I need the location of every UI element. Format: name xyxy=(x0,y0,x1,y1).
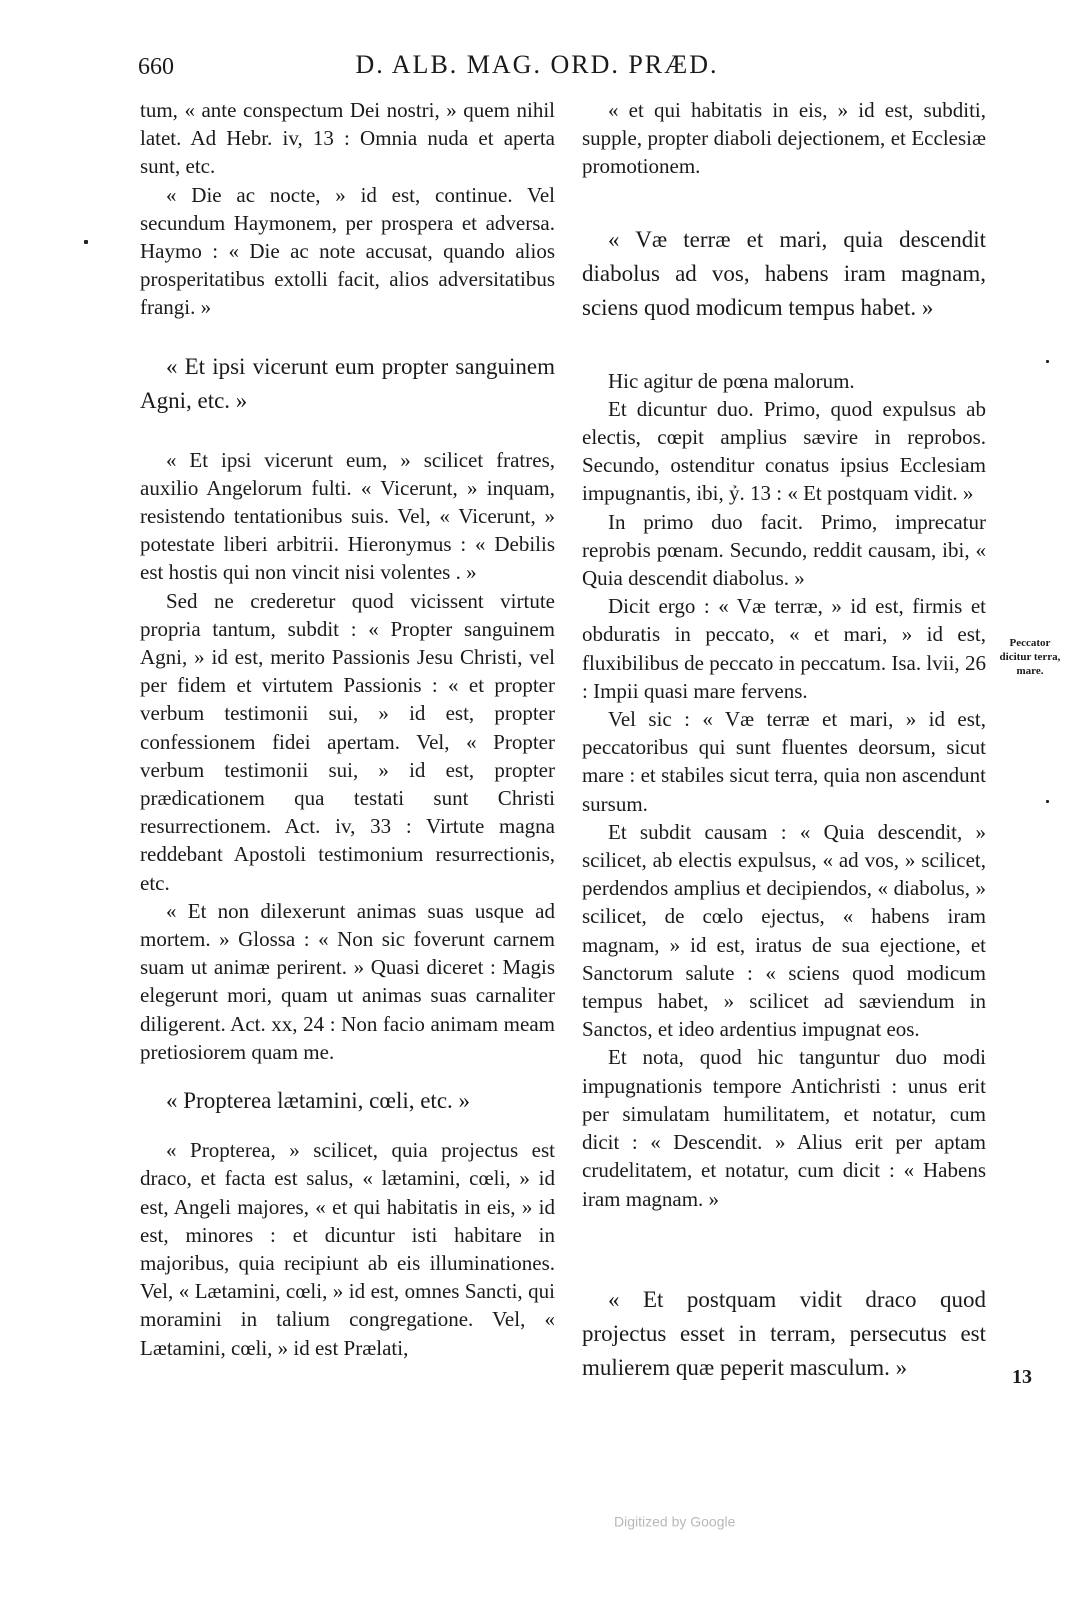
digitized-watermark xyxy=(614,1512,735,1530)
verse-number: 13 xyxy=(1012,1366,1032,1388)
left-column xyxy=(140,96,555,1362)
page-header xyxy=(0,46,1074,86)
margin-note: Peccator dicitur terra, mare. xyxy=(999,637,1061,677)
right-column xyxy=(582,96,986,1385)
ink-speck xyxy=(84,240,88,244)
running-head: D. ALB. MAG. ORD. PRÆD. xyxy=(355,50,719,79)
paragraph: « Et non dilexerunt animas suas usque ad mortem. » Glossa : « Non sic foverunt carnem suam ut animæ perirent. » Quasi diceret : Magis elegerunt mori, quam ut animas suas carnaliter diligerent. Act. xx, 24 : Non facio animam meam pretiosiorem quam me. xyxy=(140,898,555,1064)
ink-speck xyxy=(1046,800,1049,803)
paragraph: Et dicuntur duo. Primo, quod expulsus ab electis, cœpit amplius sævire in reprobos. Secundo, ostenditur conatus ipsius Ecclesiam impugnantis, ibi, ỷ. 13 : « Et postquam vidit. » xyxy=(582,396,986,506)
scripture-quote: « Et postquam vidit draco quod projectus esset in terram, persecutus est mulierem quæ peperit masculum. » xyxy=(582,1286,986,1380)
watermark-text: Digitized by Google xyxy=(614,1513,736,1530)
scripture-quote: « Væ terræ et mari, quia descendit diabolus ad vos, habens iram magnam, sciens quod modicum tempus habet. » xyxy=(582,226,986,320)
paragraph: Dicit ergo : « Væ terræ, » id est, firmis et obduratis in peccato, « et mari, » id est, fluxibilibus de peccato in peccatum. Isa. lvii, 26 : Impii quasi mare fervens. xyxy=(582,594,986,703)
paragraph: « et qui habitatis in eis, » id est, subditi, supple, propter diaboli dejectionem, et Ecclesiæ promotionem. xyxy=(582,98,986,179)
paragraph: tum, « ante conspectum Dei nostri, » quem nihil latet. Ad Hebr. iv, 13 : Omnia nuda et aperta sunt, etc. xyxy=(140,98,555,179)
scripture-quote: « Et ipsi vicerunt eum propter sanguinem Agni, etc. » xyxy=(140,353,555,413)
paragraph: Vel sic : « Væ terræ et mari, » id est, peccatoribus qui sunt fluentes deorsum, sicut mare : et stabiles sicut terra, quia non ascendunt sursum. xyxy=(582,707,986,816)
paragraph: In primo duo facit. Primo, imprecatur reprobis pœnam. Secundo, reddit causam, ibi, « Quia descendit diabolus. » xyxy=(582,509,986,591)
paragraph: « Die ac nocte, » id est, continue. Vel secundum Haymonem, per prospera et adversa. Haymo : « Die ac note accusat, quando alios prosperitatibus extolli facit, alios adversitatibus frangi. » xyxy=(140,182,555,320)
ink-speck xyxy=(1046,360,1049,363)
page-number: 660 xyxy=(138,54,174,80)
paragraph: Et subdit causam : « Quia descendit, » scilicet, ab electis expulsus, « ad vos, » scilicet, perdendos amplius et decipiendos, « diabolus, » scilicet, de cœlo ejectus, « habens iram magnam, » id est, iratus de sua ejectione, et Sanctorum salute : « sciens quod modicum tempus habet, » scilicet ad sæviendum in Sanctos, et ideo ardentius impugnat eos. xyxy=(582,819,986,1042)
paragraph: « Propterea, » scilicet, quia projectus est draco, et facta est salus, « lætamini, cœli, » id est, Angeli majores, « et qui habitatis in eis, » id est, minores : et dicuntur isti habitare in majoribus, quia recipiunt ab eis illuminationes. Vel, « Lætamini, cœli, » id est, omnes Sancti, qui moramini in talium congregatione. Vel, « Lætamini, cœli, » id est Prælati, xyxy=(140,1138,555,1360)
paragraph: Sed ne crederetur quod vicissent virtute propria tantum, subdit : « Propter sanguinem Agni, » id est, merito Passionis Jesu Christi, vel per fidem et virtutem Passionis : « et propter verbum testimonii sui, » id est, propter confessionem fidei apertam. Vel, « Propter verbum testimonii sui, » id est, propter prædicationem qua testati sunt Christi resurrectionem. Act. iv, 33 : Virtute magna reddebant Apostoli testimonium resurrectionis, etc. xyxy=(140,588,555,895)
paragraph: « Et ipsi vicerunt eum, » scilicet fratres, auxilio Angelorum fulti. « Vicerunt, » inquam, resistendo tentationibus suis. Vel, « Vicerunt, » potestate liberi arbitrii. Hieronymus : « Debilis est hostis qui non vincit nisi volentes . » xyxy=(140,447,555,585)
scripture-quote: « Propterea lætamini, cœli, etc. » xyxy=(166,1088,471,1114)
paragraph: Hic agitur de pœna malorum. xyxy=(608,368,855,393)
paragraph: Et nota, quod hic tanguntur duo modi impugnationis tempore Antichristi : unus erit per simulatam humilitatem, et notatur, cum dicit : « Descendit. » Alius erit per aptam crudelitatem, et notatur, cum dicit : « Habens iram magnam. » xyxy=(582,1045,986,1211)
